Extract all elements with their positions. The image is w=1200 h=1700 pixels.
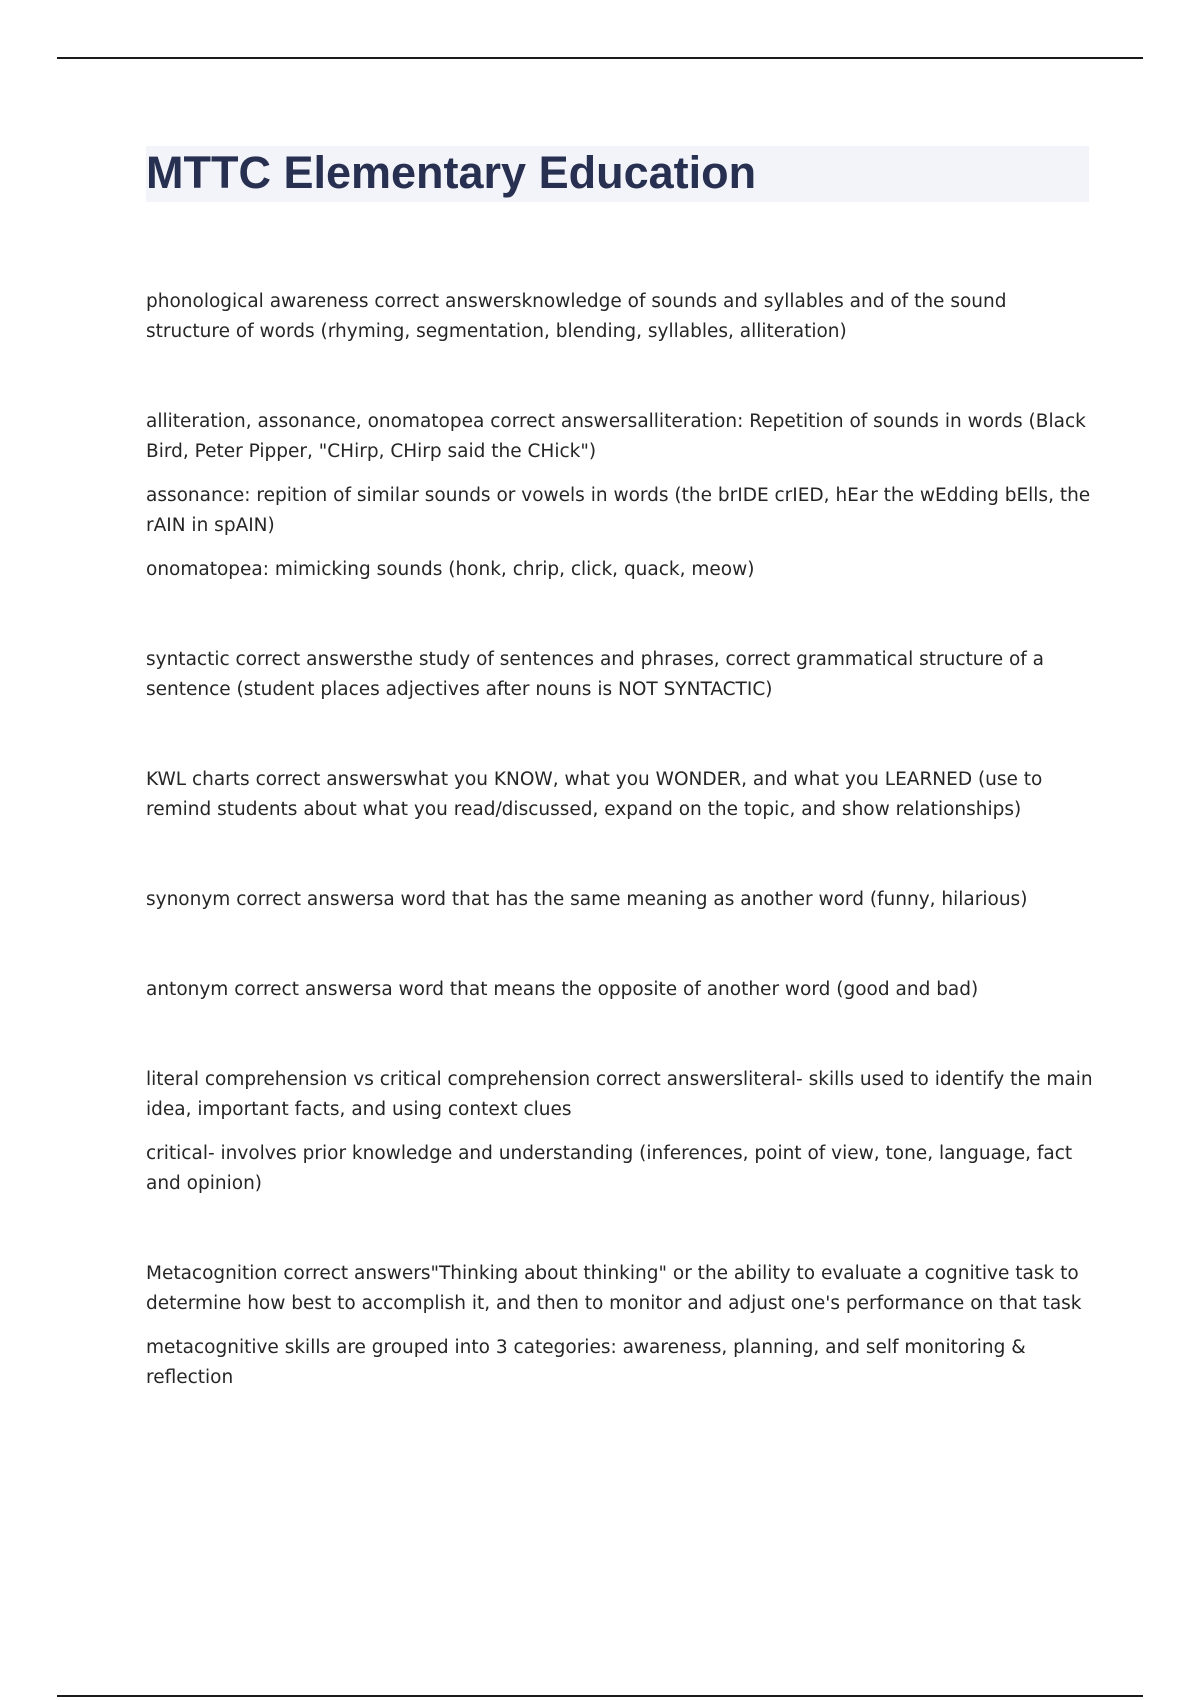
entry-paragraph: antonym correct answersa word that means the opposite of another word (good and bad)	[146, 979, 979, 1000]
entry-paragraph: onomatopea: mimicking sounds (honk, chrip, click, quack, meow)	[146, 559, 755, 580]
top-rule	[57, 57, 1143, 59]
entry-paragraph: KWL charts correct answerswhat you KNOW, what you WONDER, and what you LEARNED (use to remind students about what you read/discussed, expand on the topic, and show relationships)	[146, 769, 1043, 820]
entry-paragraph: Metacognition correct answers"Thinking about thinking" or the ability to evaluate a cognitive task to determine how best to accomplish it, and then to monitor and adjust one's performance on that task	[146, 1263, 1082, 1314]
entry-kwl-charts	[146, 765, 1096, 825]
entry-alliteration-assonance-onomatopea	[146, 407, 1096, 585]
entry-synonym	[146, 885, 1096, 915]
entry-syntactic	[146, 645, 1096, 705]
document-body	[146, 287, 1096, 1453]
entry-antonym	[146, 975, 1096, 1005]
entry-paragraph: syntactic correct answersthe study of sentences and phrases, correct grammatical structure of a sentence (student places adjectives after nouns is NOT SYNTACTIC)	[146, 649, 1044, 700]
entry-phonological-awareness	[146, 287, 1096, 347]
entry-paragraph: metacognitive skills are grouped into 3 categories: awareness, planning, and self monitoring & reflection	[146, 1337, 1026, 1388]
entry-metacognition	[146, 1259, 1096, 1393]
entry-paragraph: assonance: repition of similar sounds or vowels in words (the brIDE crIED, hEar the wEdding bElls, the rAIN in spAIN)	[146, 485, 1091, 536]
entry-literal-vs-critical-comprehension	[146, 1065, 1096, 1199]
page-title: MTTC Elementary Education	[146, 147, 757, 198]
entry-paragraph: literal comprehension vs critical comprehension correct answersliteral- skills used to identify the main idea, important facts, and using context clues	[146, 1069, 1093, 1120]
entry-paragraph: phonological awareness correct answersknowledge of sounds and syllables and of the sound structure of words (rhyming, segmentation, blending, syllables, alliteration)	[146, 291, 1007, 342]
bottom-rule	[57, 1695, 1143, 1697]
entry-paragraph: alliteration, assonance, onomatopea correct answersalliteration: Repetition of sounds in words (Black Bird, Peter Pipper, "CHirp, CHirp said the CHick")	[146, 411, 1086, 462]
entry-paragraph: critical- involves prior knowledge and understanding (inferences, point of view, tone, language, fact and opinion)	[146, 1143, 1073, 1194]
entry-paragraph: synonym correct answersa word that has the same meaning as another word (funny, hilarious)	[146, 889, 1028, 910]
